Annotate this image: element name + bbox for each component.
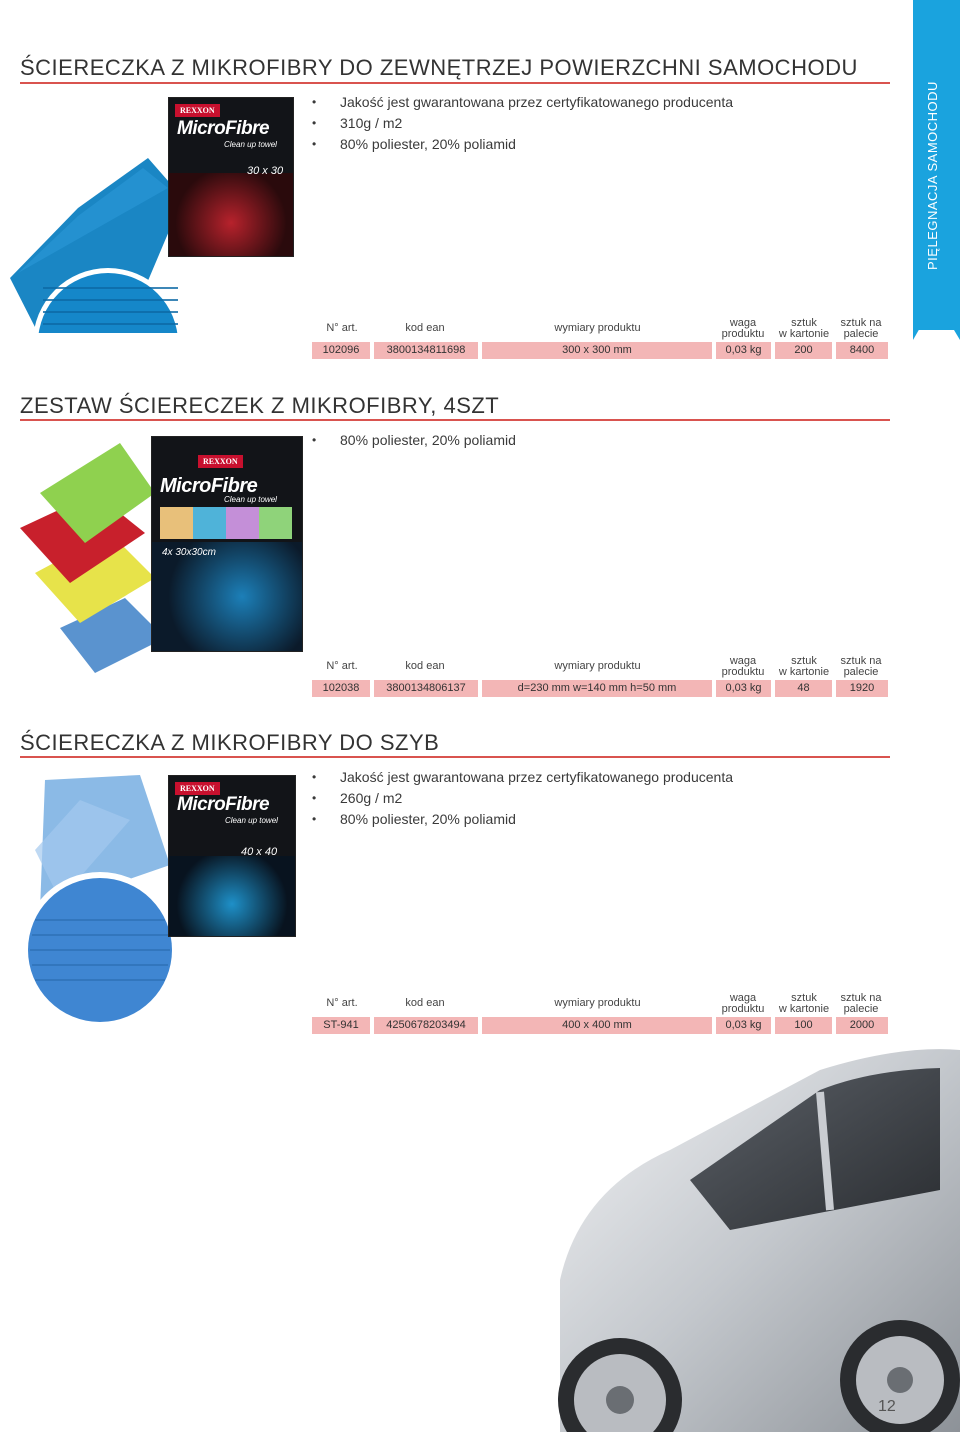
feature-item: • Jakość jest gwarantowana przez certyfikatowanego producenta xyxy=(312,767,733,788)
product-title: ZESTAW ŚCIERECZEK Z MIKROFIBRY, 4SZT xyxy=(20,393,500,418)
page-number: 12 xyxy=(878,1398,896,1415)
product-package xyxy=(168,775,296,937)
col-header-dims: wymiary produktu xyxy=(554,997,641,1009)
cell-box: 48 xyxy=(775,680,832,697)
cell-art: 102096 xyxy=(312,342,370,359)
cell-weight: 0,03 kg xyxy=(716,680,771,697)
cell-ean: 3800134806137 xyxy=(374,680,478,697)
col-header-box: sztuk w kartonie xyxy=(778,317,830,340)
feature-item: • 80% poliester, 20% poliamid xyxy=(312,430,516,451)
cell-pallet: 2000 xyxy=(836,1017,888,1034)
col-header-weight: waga produktu xyxy=(721,317,765,340)
package-size: 40 x 40 xyxy=(241,846,278,858)
product-package xyxy=(151,436,303,652)
col-header-box: sztuk w kartonie xyxy=(778,655,830,678)
feature-item: • 80% poliester, 20% poliamid xyxy=(312,134,733,155)
product-package xyxy=(168,97,294,257)
col-header-art: N° art. xyxy=(326,997,358,1009)
col-header-box: sztuk w kartonie xyxy=(778,992,830,1015)
cell-art: 102038 xyxy=(312,680,370,697)
col-header-dims: wymiary produktu xyxy=(554,322,641,334)
package-subtitle: Clean up towel xyxy=(224,140,277,149)
cell-art: ST-941 xyxy=(312,1017,370,1034)
product-title: ŚCIERECZKA Z MIKROFIBRY DO ZEWNĘTRZEJ POWIERZCHNI SAMOCHODU xyxy=(20,55,858,80)
package-size: 30 x 30 xyxy=(247,165,284,177)
feature-list xyxy=(312,767,733,830)
cell-weight: 0,03 kg xyxy=(716,342,771,359)
product-title: ŚCIERECZKA Z MIKROFIBRY DO SZYB xyxy=(20,730,440,755)
cell-weight: 0,03 kg xyxy=(716,1017,771,1034)
package-size: 4x 30x30cm xyxy=(162,547,216,558)
feature-item: • Jakość jest gwarantowana przez certyfikatowanego producenta xyxy=(312,92,733,113)
sidebar-tab-tip xyxy=(913,300,960,340)
feature-list xyxy=(312,92,733,155)
col-header-weight: waga produktu xyxy=(721,992,765,1015)
package-subtitle: Clean up towel xyxy=(225,816,278,825)
col-header-dims: wymiary produktu xyxy=(554,660,641,672)
col-header-art: N° art. xyxy=(326,322,358,334)
col-header-pallet: sztuk na palecie xyxy=(840,655,882,678)
cell-pallet: 8400 xyxy=(836,342,888,359)
col-header-pallet: sztuk na palecie xyxy=(840,992,882,1015)
brand-logo: REXXON xyxy=(175,782,220,795)
sidebar-label: PIĘLEGNACJA SAMOCHODU xyxy=(925,81,940,270)
title-rule xyxy=(20,756,890,758)
cell-dims: d=230 mm w=140 mm h=50 mm xyxy=(482,680,712,697)
col-header-ean: kod ean xyxy=(405,322,445,334)
brand-logo: REXXON xyxy=(175,104,220,117)
col-header-ean: kod ean xyxy=(405,997,445,1009)
feature-list xyxy=(312,430,516,451)
feature-item: • 260g / m2 xyxy=(312,788,733,809)
cell-box: 100 xyxy=(775,1017,832,1034)
cell-ean: 3800134811698 xyxy=(374,342,478,359)
col-header-ean: kod ean xyxy=(405,660,445,672)
brand-logo: REXXON xyxy=(198,455,243,468)
feature-item: • 80% poliester, 20% poliamid xyxy=(312,809,733,830)
cell-ean: 4250678203494 xyxy=(374,1017,478,1034)
title-rule xyxy=(20,82,890,84)
package-subtitle: Clean up towel xyxy=(224,495,277,504)
col-header-weight: waga produktu xyxy=(721,655,765,678)
cell-dims: 400 x 400 mm xyxy=(482,1017,712,1034)
package-logo: MicroFibre xyxy=(177,794,270,815)
cell-pallet: 1920 xyxy=(836,680,888,697)
col-header-art: N° art. xyxy=(326,660,358,672)
cell-box: 200 xyxy=(775,342,832,359)
product-image-cloth-light-blue xyxy=(20,770,180,1030)
feature-item: • 310g / m2 xyxy=(312,113,733,134)
package-logo: MicroFibre xyxy=(160,475,258,497)
col-header-pallet: sztuk na palecie xyxy=(840,317,882,340)
title-rule xyxy=(20,419,890,421)
package-logo: MicroFibre xyxy=(177,118,270,139)
car-image xyxy=(520,1040,960,1432)
cell-dims: 300 x 300 mm xyxy=(482,342,712,359)
